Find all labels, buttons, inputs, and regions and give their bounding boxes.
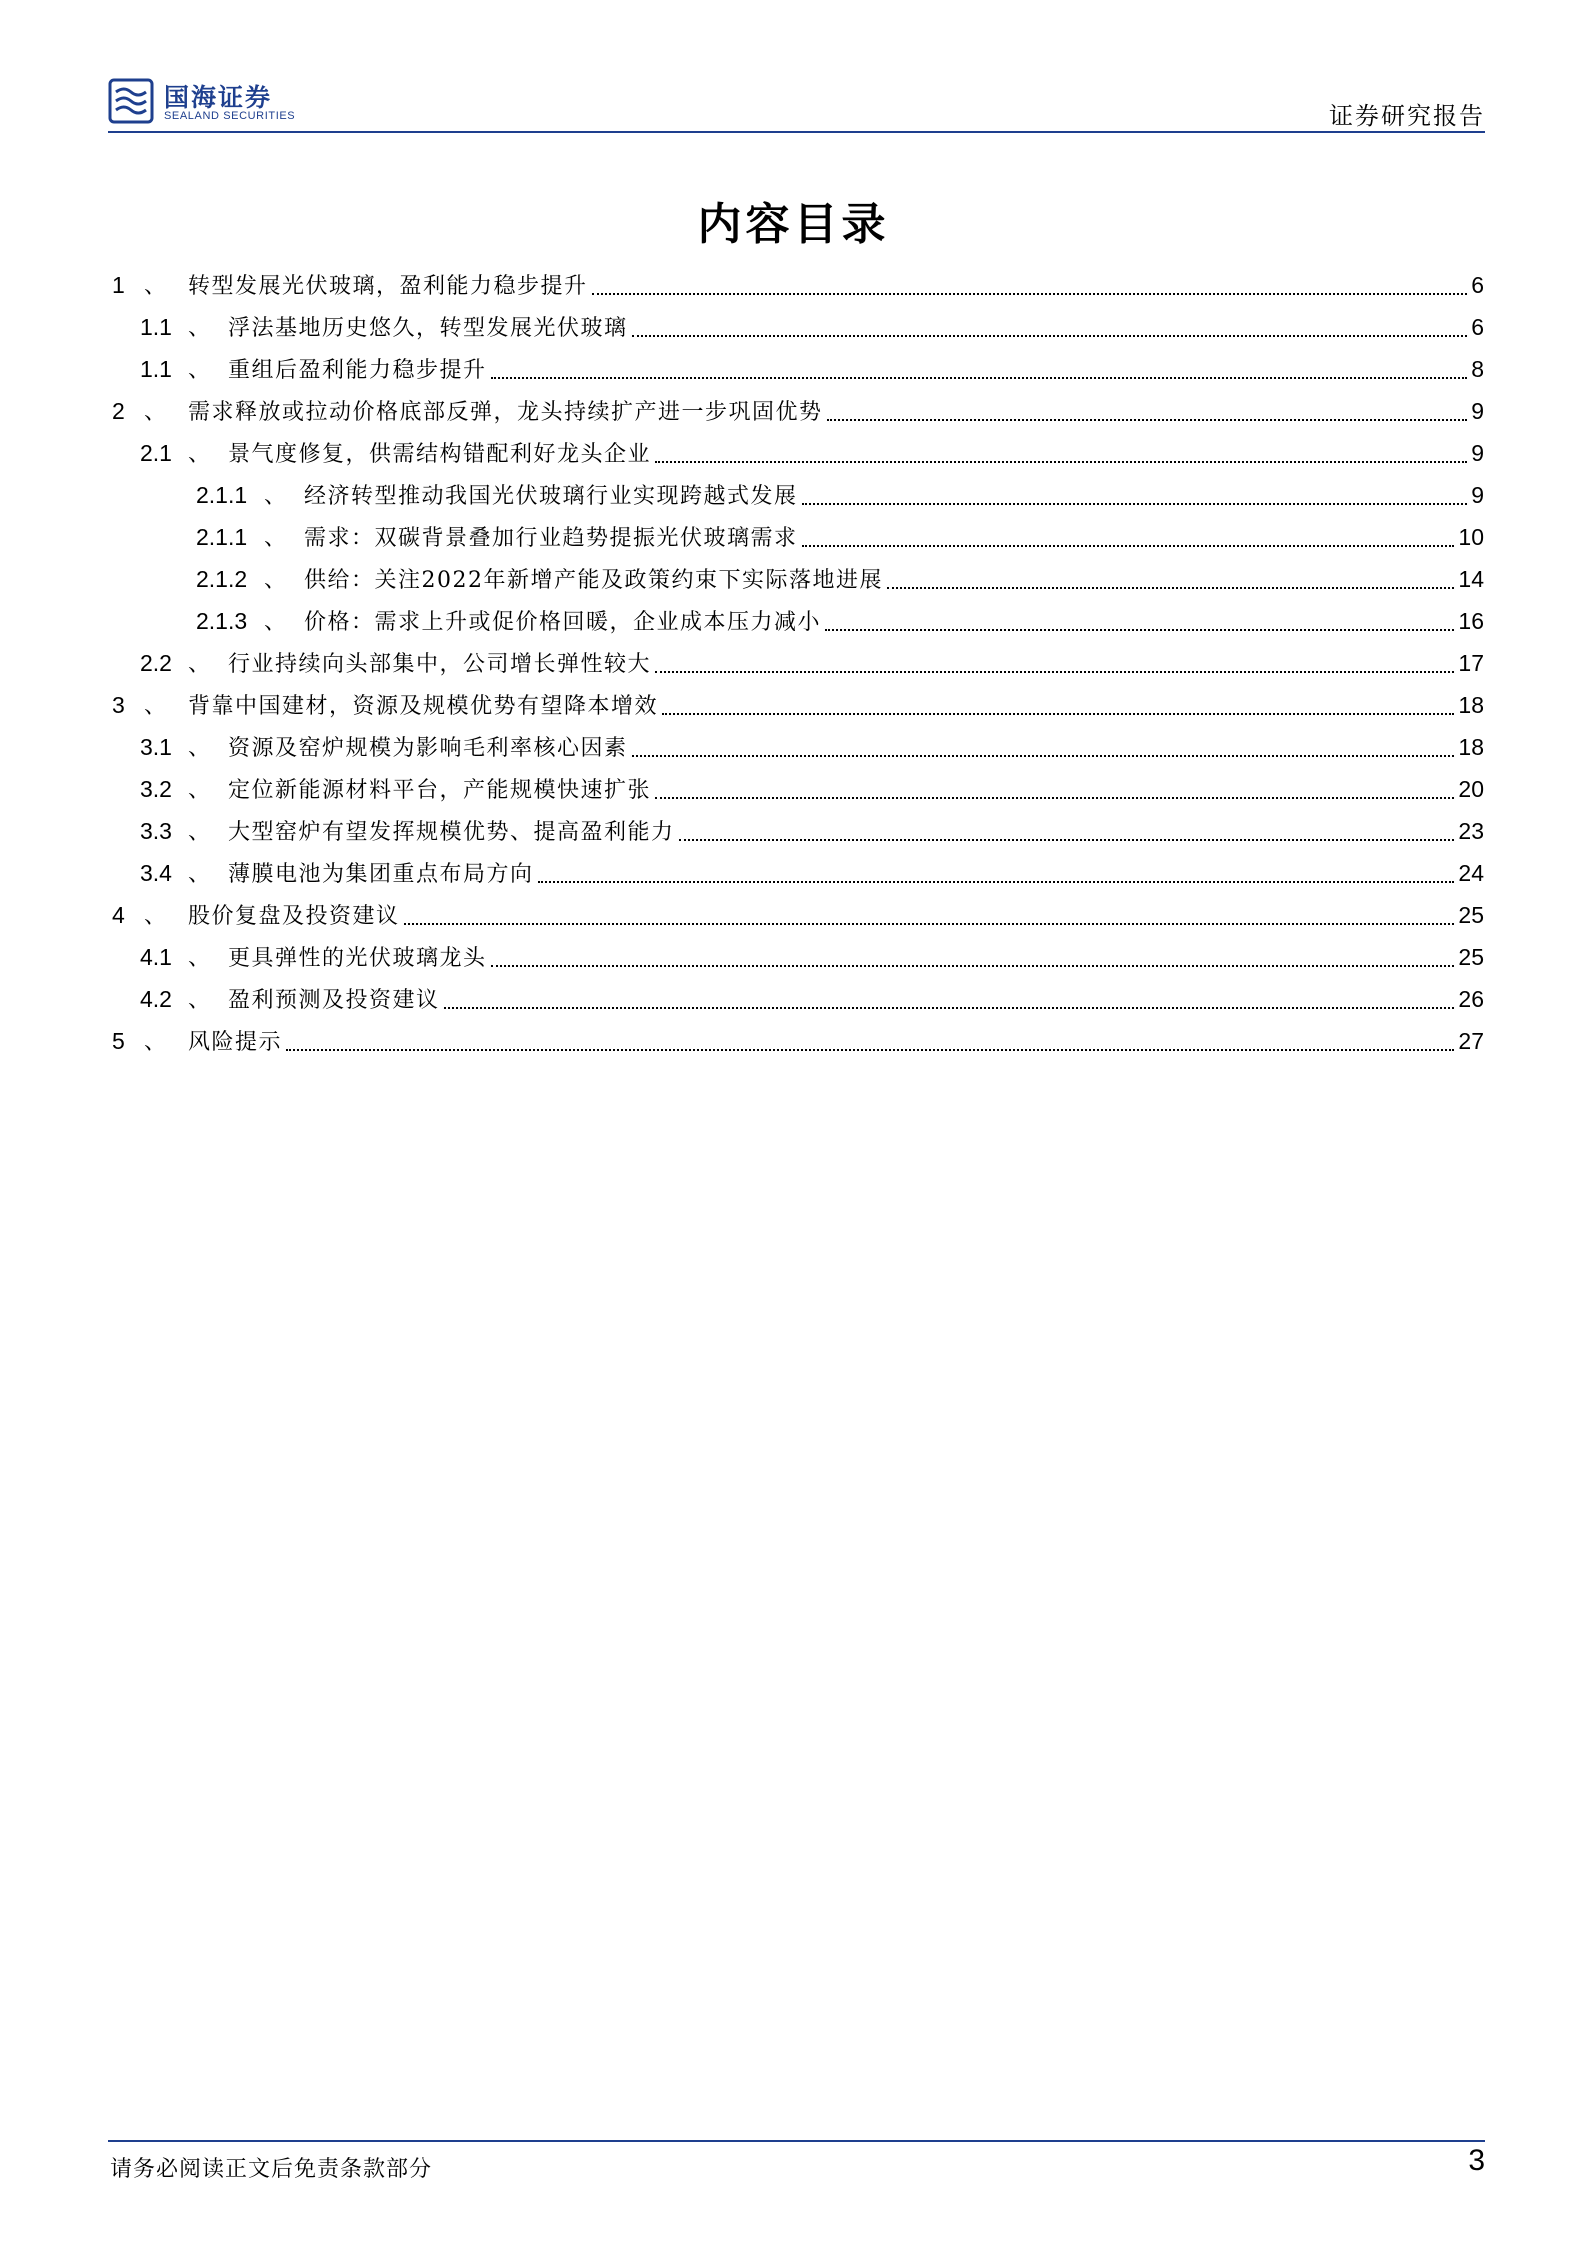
toc-dot-leader	[825, 629, 1454, 631]
toc-entry-separator: 、	[188, 442, 211, 467]
toc-entry-number: 2.1.3	[196, 608, 248, 634]
toc-entry-page: 14	[1458, 566, 1484, 592]
toc-entry[interactable]	[112, 306, 1484, 348]
toc-entry[interactable]	[112, 936, 1484, 978]
toc-dot-leader	[632, 335, 1468, 337]
toc-entry-separator: 、	[264, 568, 287, 593]
toc-entry[interactable]	[112, 558, 1484, 600]
toc-entry[interactable]	[112, 516, 1484, 558]
toc-entry-separator: 、	[188, 862, 211, 887]
toc-dot-leader	[632, 755, 1455, 757]
toc-entry-separator: 、	[188, 358, 211, 383]
toc-entry-title: 景气度修复，供需结构错配利好龙头企业	[228, 442, 652, 467]
toc-entry-number: 2.1	[140, 440, 172, 466]
toc-entry-number: 2	[112, 398, 125, 424]
page-header	[108, 74, 1485, 130]
toc-entry-separator: 、	[188, 820, 211, 845]
toc-entry-page: 16	[1458, 608, 1484, 634]
toc-entry-number: 2.1.1	[196, 482, 248, 508]
toc-entry[interactable]	[112, 1020, 1484, 1062]
toc-dot-leader	[286, 1049, 1454, 1051]
toc-entry-title: 供给：关注2022年新增产能及政策约束下实际落地进展	[304, 568, 883, 593]
toc-dot-leader	[655, 671, 1454, 673]
toc-entry-title: 经济转型推动我国光伏玻璃行业实现跨越式发展	[304, 484, 798, 509]
toc-entry-title: 价格：需求上升或促价格回暖，企业成本压力减小	[304, 610, 822, 635]
toc-entry-number: 3.3	[140, 818, 172, 844]
logo-english-name: SEALAND SECURITIES	[164, 110, 296, 122]
sealand-logo	[108, 74, 368, 130]
toc-entry-page: 27	[1458, 1028, 1484, 1054]
toc-entry-separator: 、	[144, 274, 167, 299]
toc-entry-number: 4.2	[140, 986, 172, 1012]
footer-divider	[108, 2140, 1485, 2142]
report-type-label: 证券研究报告	[1329, 102, 1485, 130]
toc-entry-separator: 、	[264, 484, 287, 509]
toc-dot-leader	[444, 1007, 1455, 1009]
toc-entry-number: 3.2	[140, 776, 172, 802]
toc-entry-title: 风险提示	[188, 1030, 283, 1055]
toc-entry-page: 23	[1458, 818, 1484, 844]
toc-entry-page: 25	[1458, 902, 1484, 928]
toc-entry-page: 18	[1458, 734, 1484, 760]
toc-dot-leader	[827, 419, 1468, 421]
toc-entry[interactable]	[112, 768, 1484, 810]
toc-entry-title: 更具弹性的光伏玻璃龙头	[228, 946, 487, 971]
toc-entry-separator: 、	[264, 526, 287, 551]
toc-entry-number: 3	[112, 692, 125, 718]
toc-entry[interactable]	[112, 432, 1484, 474]
toc-dot-leader	[887, 587, 1454, 589]
toc-entry-number: 2.2	[140, 650, 172, 676]
toc-entry-title: 转型发展光伏玻璃，盈利能力稳步提升	[188, 274, 588, 299]
toc-entry-number: 2.1.2	[196, 566, 248, 592]
toc-entry-separator: 、	[144, 400, 167, 425]
toc-entry-title: 盈利预测及投资建议	[228, 988, 440, 1013]
toc-entry-page: 18	[1458, 692, 1484, 718]
toc-entry-title: 需求：双碳背景叠加行业趋势提振光伏玻璃需求	[304, 526, 798, 551]
logo-chinese-name: 国海证券	[164, 83, 273, 112]
toc-entry[interactable]	[112, 684, 1484, 726]
toc-entry-separator: 、	[264, 610, 287, 635]
toc-dot-leader	[655, 461, 1467, 463]
toc-entry-page: 6	[1471, 272, 1484, 298]
toc-entry[interactable]	[112, 810, 1484, 852]
toc-entry-separator: 、	[188, 988, 211, 1013]
toc-entry-number: 1.1	[140, 314, 172, 340]
toc-entry-page: 10	[1458, 524, 1484, 550]
toc-entry-separator: 、	[188, 946, 211, 971]
toc-dot-leader	[491, 965, 1455, 967]
toc-entry-page: 6	[1471, 314, 1484, 340]
toc-entry-page: 8	[1471, 356, 1484, 382]
toc-entry-page: 9	[1471, 482, 1484, 508]
toc-entry-page: 25	[1458, 944, 1484, 970]
toc-entry-number: 4	[112, 902, 125, 928]
page-number: 3	[1468, 2144, 1485, 2177]
toc-entry-title: 定位新能源材料平台，产能规模快速扩张	[228, 778, 652, 803]
toc-entry-number: 3.1	[140, 734, 172, 760]
toc-entry[interactable]	[112, 264, 1484, 306]
toc-dot-leader	[662, 713, 1454, 715]
toc-entry-separator: 、	[188, 736, 211, 761]
toc-entry-page: 9	[1471, 440, 1484, 466]
toc-entry[interactable]	[112, 642, 1484, 684]
toc-entry-title: 股价复盘及投资建议	[188, 904, 400, 929]
toc-dot-leader	[491, 377, 1468, 379]
toc-entry-page: 17	[1458, 650, 1484, 676]
toc-dot-leader	[538, 881, 1455, 883]
toc-entry[interactable]	[112, 600, 1484, 642]
toc-entry-page: 9	[1471, 398, 1484, 424]
toc-entry-separator: 、	[188, 316, 211, 341]
toc-entry-separator: 、	[144, 694, 167, 719]
toc-entry-title: 背靠中国建材，资源及规模优势有望降本增效	[188, 694, 659, 719]
toc-entry-separator: 、	[144, 1030, 167, 1055]
toc-entry[interactable]	[112, 978, 1484, 1020]
header-divider	[108, 131, 1485, 133]
toc-entry-number: 1.1	[140, 356, 172, 382]
toc-dot-leader	[679, 839, 1455, 841]
toc-entry-number: 3.4	[140, 860, 172, 886]
toc-entry-title: 行业持续向头部集中，公司增长弹性较大	[228, 652, 652, 677]
toc-entry-number: 4.1	[140, 944, 172, 970]
toc-dot-leader	[802, 503, 1468, 505]
toc-entry-title: 重组后盈利能力稳步提升	[228, 358, 487, 383]
toc-entry-page: 24	[1458, 860, 1484, 886]
toc-entry-separator: 、	[144, 904, 167, 929]
toc-dot-leader	[802, 545, 1455, 547]
toc-entry[interactable]	[112, 474, 1484, 516]
toc-entry-number: 1	[112, 272, 125, 298]
toc-dot-leader	[404, 923, 1455, 925]
toc-entry[interactable]	[112, 852, 1484, 894]
toc-entry-separator: 、	[188, 652, 211, 677]
toc-entry-title: 大型窑炉有望发挥规模优势、提高盈利能力	[228, 820, 675, 845]
toc-entry-page: 20	[1458, 776, 1484, 802]
toc-entry[interactable]	[112, 348, 1484, 390]
toc-entry-title: 需求释放或拉动价格底部反弹，龙头持续扩产进一步巩固优势	[188, 400, 823, 425]
toc-dot-leader	[655, 797, 1454, 799]
toc-entry-title: 资源及窑炉规模为影响毛利率核心因素	[228, 736, 628, 761]
toc-entry-title: 薄膜电池为集团重点布局方向	[228, 862, 534, 887]
disclaimer-note: 请务必阅读正文后免责条款部分	[110, 2157, 433, 2182]
toc-entry-number: 5	[112, 1028, 125, 1054]
sealand-logo-icon	[108, 78, 154, 124]
toc-entry[interactable]	[112, 894, 1484, 936]
toc-entry-title: 浮法基地历史悠久，转型发展光伏玻璃	[228, 316, 628, 341]
toc-entry-number: 2.1.1	[196, 524, 248, 550]
table-of-contents	[112, 264, 1484, 1062]
toc-entry[interactable]	[112, 390, 1484, 432]
toc-title: 内容目录	[697, 199, 890, 250]
toc-dot-leader	[592, 293, 1468, 295]
toc-entry-separator: 、	[188, 778, 211, 803]
toc-entry-page: 26	[1458, 986, 1484, 1012]
toc-entry[interactable]	[112, 726, 1484, 768]
